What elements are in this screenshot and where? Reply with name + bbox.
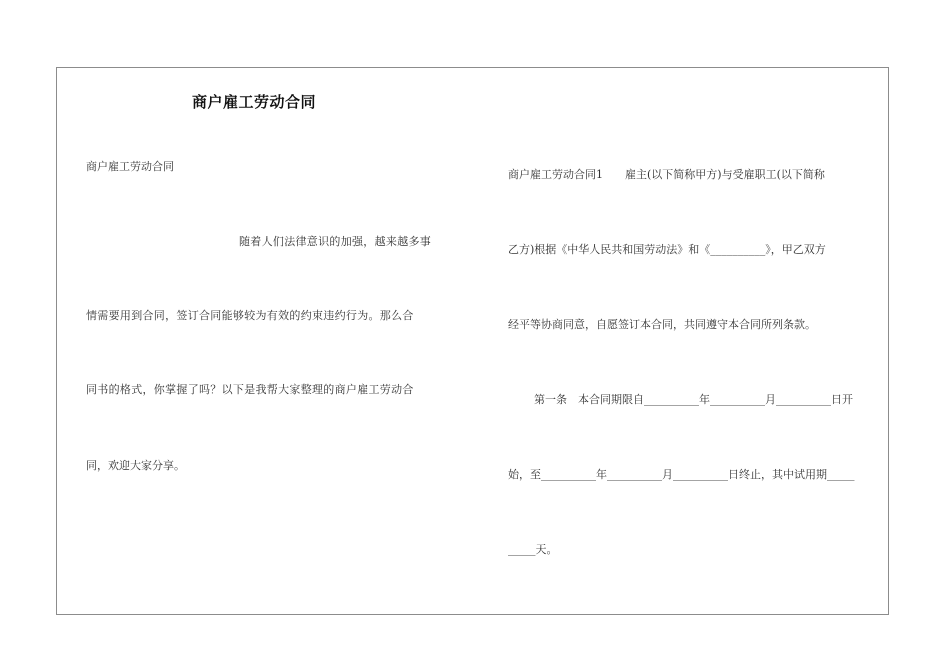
right-paragraph-line: 商户雇工劳动合同1 雇主(以下简称甲方)与受雇职工(以下简称 [508,168,825,181]
left-paragraph-line: 同，欢迎大家分享。 [86,459,185,472]
left-subtitle: 商户雇工劳动合同 [86,160,174,173]
article-one-line: 第一条 本合同期限自__________年__________月__________日开 [534,393,853,406]
left-paragraph-line: 情需要用到合同，签订合同能够较为有效的约束违约行为。那么合 [86,309,414,322]
page-frame [56,67,889,615]
article-one-line: _____天。 [508,543,558,556]
document-title: 商户雇工劳动合同 [192,93,317,111]
article-one-line: 始，至__________年__________月__________日终止，其中试用期_____ [508,468,855,481]
left-paragraph-line: 随着人们法律意识的加强，越来越多事 [239,235,432,248]
left-paragraph-line: 同书的格式，你掌握了吗？以下是我帮大家整理的商户雇工劳动合 [86,383,414,396]
right-paragraph-line: 经平等协商同意，自愿签订本合同，共同遵守本合同所列条款。 [508,318,816,331]
right-paragraph-line: 乙方)根据《中华人民共和国劳动法》和《__________》，甲乙双方 [508,243,826,256]
